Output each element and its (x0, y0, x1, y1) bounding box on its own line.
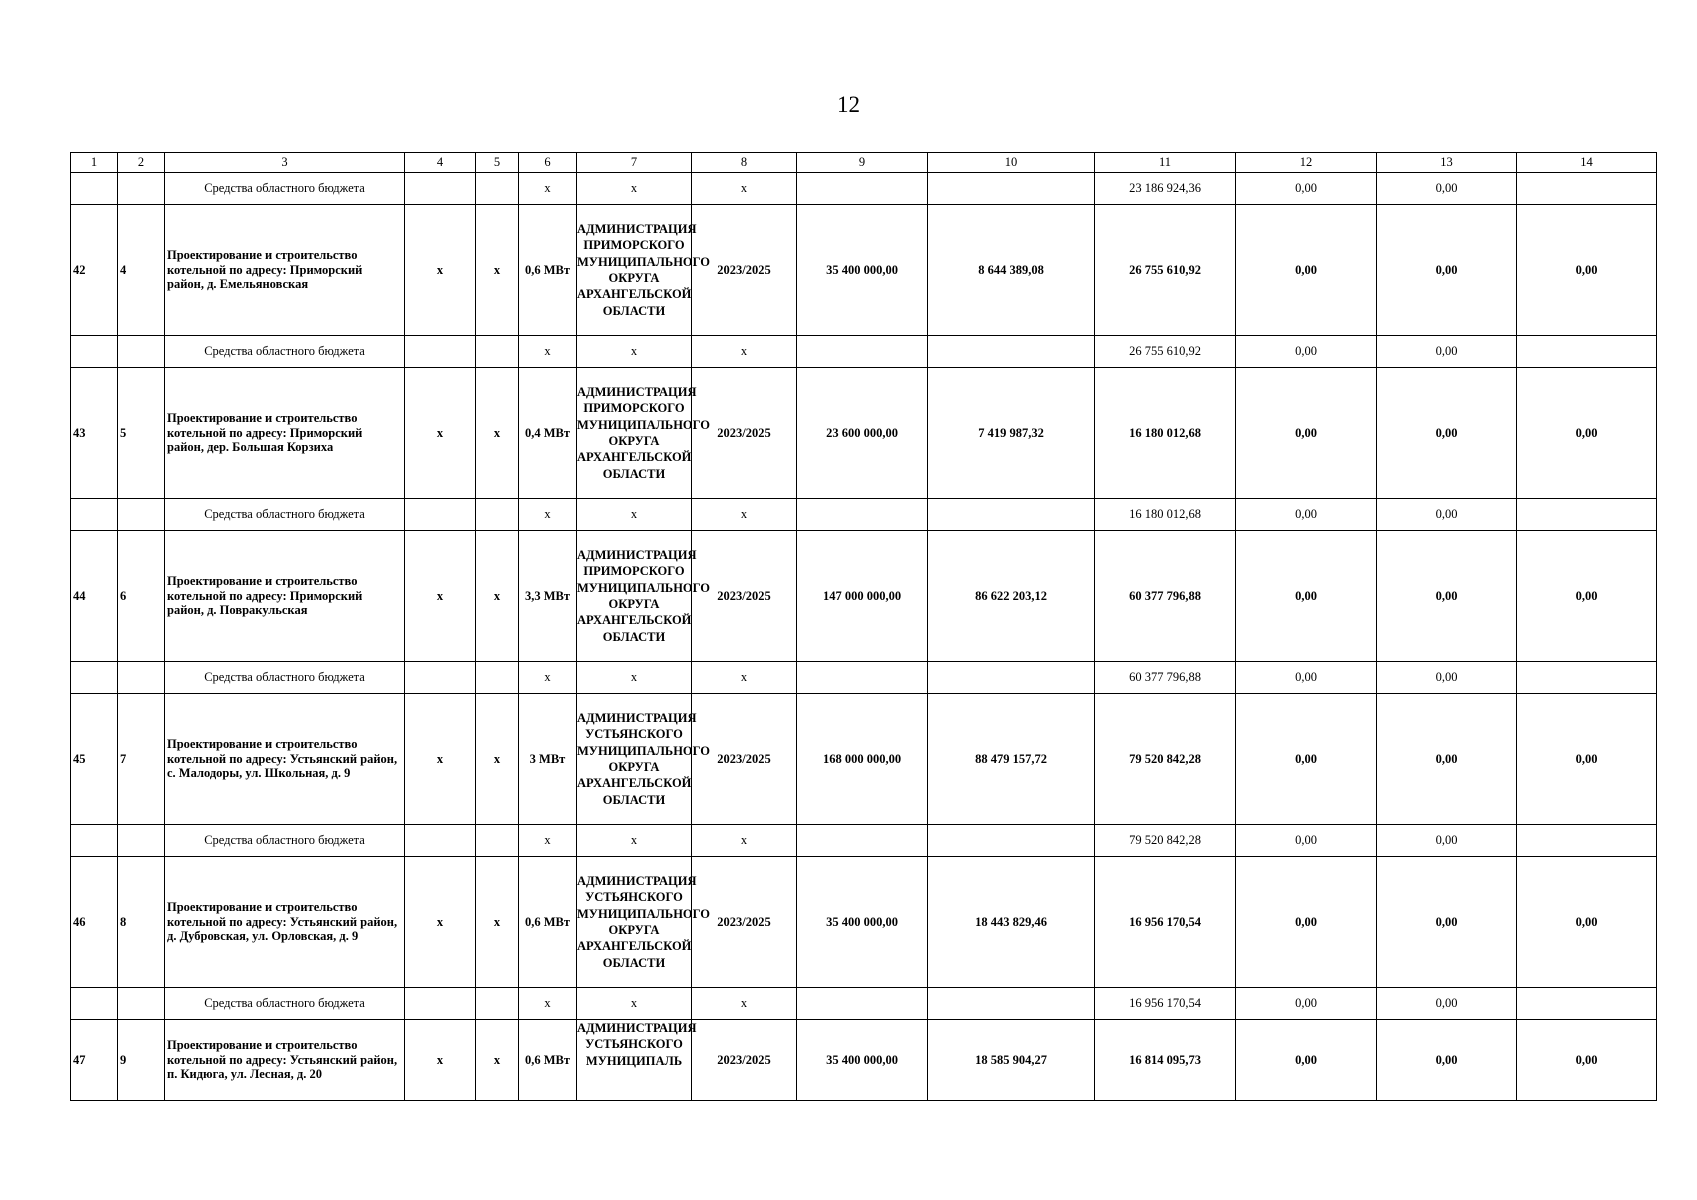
table-row-object (71, 368, 1657, 499)
table-cell: АДМИНИСТРАЦИЯ ПРИМОРСКОГО МУНИЦИПАЛЬНОГО ОКРУГА АРХАНГЕЛЬСКОЙ ОБЛАСТИ (577, 531, 692, 662)
table-cell (118, 825, 165, 857)
table-cell: 0,00 (1517, 857, 1657, 988)
table-cell (1517, 825, 1657, 857)
table-cell: 2023/2025 (692, 857, 797, 988)
table-cell: 18 443 829,46 (928, 857, 1095, 988)
table-cell (928, 825, 1095, 857)
table-cell: х (577, 662, 692, 694)
table-cell (118, 336, 165, 368)
table-cell: 0,00 (1517, 694, 1657, 825)
table-cell (405, 825, 476, 857)
table-cell: 0,00 (1377, 988, 1517, 1020)
table-cell (118, 988, 165, 1020)
table-cell: 0,00 (1236, 694, 1377, 825)
column-number-cell: 1 (71, 153, 118, 173)
table-cell (476, 988, 519, 1020)
table-cell: х (476, 694, 519, 825)
table-cell: Средства областного бюджета (165, 662, 405, 694)
table-cell: х (577, 173, 692, 205)
table-cell (797, 173, 928, 205)
table-cell: х (476, 368, 519, 499)
table-cell: АДМИНИСТРАЦИЯ ПРИМОРСКОГО МУНИЦИПАЛЬНОГО ОКРУГА АРХАНГЕЛЬСКОЙ ОБЛАСТИ (577, 368, 692, 499)
table-cell (928, 499, 1095, 531)
column-number-cell: 5 (476, 153, 519, 173)
table-row-object (71, 857, 1657, 988)
table-cell: 2023/2025 (692, 694, 797, 825)
table-cell (1517, 336, 1657, 368)
table-cell: Проектирование и строительство котельной по адресу: Приморский район, д. Повракульская (165, 531, 405, 662)
column-number-cell: 11 (1095, 153, 1236, 173)
table-cell: 60 377 796,88 (1095, 662, 1236, 694)
table-cell: 3,3 МВт (519, 531, 577, 662)
table-cell: 0,6 МВт (519, 1020, 577, 1101)
table-cell (405, 336, 476, 368)
table-cell (928, 336, 1095, 368)
table-row-funding-source (71, 988, 1657, 1020)
table-cell (928, 988, 1095, 1020)
table-cell: 0,00 (1377, 694, 1517, 825)
table-cell: х (692, 662, 797, 694)
table-cell: 2023/2025 (692, 205, 797, 336)
table-cell: х (519, 173, 577, 205)
table-cell: 0,00 (1517, 531, 1657, 662)
table-cell: Проектирование и строительство котельной по адресу: Приморский район, д. Емельяновская (165, 205, 405, 336)
table-cell: 0,00 (1377, 368, 1517, 499)
table-cell: х (577, 988, 692, 1020)
table-cell: 88 479 157,72 (928, 694, 1095, 825)
table-cell (797, 662, 928, 694)
table-row-object (71, 694, 1657, 825)
table-cell: 23 186 924,36 (1095, 173, 1236, 205)
table-cell: 0,00 (1517, 1020, 1657, 1101)
table-cell: 0,00 (1377, 531, 1517, 662)
table-cell: 0,00 (1377, 1020, 1517, 1101)
table-cell: 0,00 (1236, 499, 1377, 531)
table-cell (71, 173, 118, 205)
table-cell: х (405, 857, 476, 988)
table-cell: 43 (71, 368, 118, 499)
table-cell: х (692, 499, 797, 531)
table-cell (1517, 173, 1657, 205)
table-cell: х (405, 1020, 476, 1101)
table-cell: 0,00 (1236, 1020, 1377, 1101)
table-cell: 26 755 610,92 (1095, 336, 1236, 368)
table-cell (797, 825, 928, 857)
table-cell: х (519, 825, 577, 857)
table-cell: 16 180 012,68 (1095, 499, 1236, 531)
table-cell: 0,00 (1377, 173, 1517, 205)
table-cell (928, 173, 1095, 205)
table-cell (405, 173, 476, 205)
table-cell: Проектирование и строительство котельной по адресу: Устьянский район, д. Дубровская, ул. Орловская, д. 9 (165, 857, 405, 988)
table-cell: 0,00 (1377, 205, 1517, 336)
table-cell: 0,00 (1236, 857, 1377, 988)
table-cell: 0,00 (1377, 336, 1517, 368)
table-cell (476, 825, 519, 857)
table-cell (797, 988, 928, 1020)
table-cell: х (405, 205, 476, 336)
table-cell: х (692, 336, 797, 368)
table-cell: Средства областного бюджета (165, 499, 405, 531)
table-cell: х (577, 336, 692, 368)
column-number-cell: 3 (165, 153, 405, 173)
table-cell (405, 499, 476, 531)
column-number-cell: 10 (928, 153, 1095, 173)
table-cell: 0,00 (1236, 662, 1377, 694)
table-cell: Проектирование и строительство котельной по адресу: Устьянский район, с. Малодоры, ул. Школьная, д. 9 (165, 694, 405, 825)
table-cell: х (405, 531, 476, 662)
table-cell: х (519, 988, 577, 1020)
table-cell (405, 988, 476, 1020)
table-cell (118, 662, 165, 694)
table-cell: 2023/2025 (692, 368, 797, 499)
table-cell: 42 (71, 205, 118, 336)
table-cell: 6 (118, 531, 165, 662)
table-cell: 35 400 000,00 (797, 1020, 928, 1101)
table-row-funding-source (71, 499, 1657, 531)
column-number-cell: 13 (1377, 153, 1517, 173)
table-cell: Средства областного бюджета (165, 173, 405, 205)
table-cell (476, 662, 519, 694)
table-cell: Средства областного бюджета (165, 825, 405, 857)
table-cell: 0,00 (1377, 499, 1517, 531)
table-cell: Средства областного бюджета (165, 988, 405, 1020)
table-cell: 0,4 МВт (519, 368, 577, 499)
table-row-funding-source (71, 173, 1657, 205)
column-number-cell: 6 (519, 153, 577, 173)
column-number-cell: 14 (1517, 153, 1657, 173)
page-number: 12 (837, 92, 860, 117)
table-cell: 0,6 МВт (519, 205, 577, 336)
table-cell: х (692, 173, 797, 205)
table-cell (476, 336, 519, 368)
table-cell: АДМИНИСТРАЦИЯ ПРИМОРСКОГО МУНИЦИПАЛЬНОГО ОКРУГА АРХАНГЕЛЬСКОЙ ОБЛАСТИ (577, 205, 692, 336)
table-cell: АДМИНИСТРАЦИЯ УСТЬЯНСКОГО МУНИЦИПАЛЬНОГО ОКРУГА АРХАНГЕЛЬСКОЙ ОБЛАСТИ (577, 694, 692, 825)
table-cell: Проектирование и строительство котельной по адресу: Устьянский район, п. Кидюга, ул. Лесная, д. 20 (165, 1020, 405, 1101)
table-row-funding-source (71, 662, 1657, 694)
table-cell: 44 (71, 531, 118, 662)
column-number-cell: 7 (577, 153, 692, 173)
table-cell: 35 400 000,00 (797, 205, 928, 336)
table-cell (1517, 662, 1657, 694)
table-cell: х (476, 531, 519, 662)
table-cell (797, 336, 928, 368)
table-cell (118, 173, 165, 205)
column-number-cell: 9 (797, 153, 928, 173)
table-cell: х (692, 988, 797, 1020)
table-cell: 147 000 000,00 (797, 531, 928, 662)
table-cell: х (692, 825, 797, 857)
table-cell: 46 (71, 857, 118, 988)
table-cell (1517, 499, 1657, 531)
table-cell: 0,00 (1377, 857, 1517, 988)
table-cell: 0,00 (1236, 825, 1377, 857)
table-cell: Средства областного бюджета (165, 336, 405, 368)
table-cell (928, 662, 1095, 694)
table-cell: х (405, 694, 476, 825)
table-cell: 16 956 170,54 (1095, 857, 1236, 988)
table-cell: 16 180 012,68 (1095, 368, 1236, 499)
table-cell: 16 956 170,54 (1095, 988, 1236, 1020)
table-cell (476, 173, 519, 205)
table-cell: 8 (118, 857, 165, 988)
column-number-cell: 12 (1236, 153, 1377, 173)
table-cell: Проектирование и строительство котельной по адресу: Приморский район, дер. Большая Корзиха (165, 368, 405, 499)
table-cell: 45 (71, 694, 118, 825)
table-cell (797, 499, 928, 531)
column-number-row (71, 153, 1657, 173)
table-cell: 0,00 (1236, 205, 1377, 336)
table-cell: 35 400 000,00 (797, 857, 928, 988)
table-cell: х (577, 825, 692, 857)
table-row-funding-source (71, 825, 1657, 857)
table-row-funding-source (71, 336, 1657, 368)
table-cell (1517, 988, 1657, 1020)
table-cell: х (519, 662, 577, 694)
table-cell: 0,00 (1377, 662, 1517, 694)
table-cell: 26 755 610,92 (1095, 205, 1236, 336)
table-cell: 0,6 МВт (519, 857, 577, 988)
table-cell: 7 419 987,32 (928, 368, 1095, 499)
table-cell: 0,00 (1236, 988, 1377, 1020)
table-cell: х (577, 499, 692, 531)
table-cell: 79 520 842,28 (1095, 694, 1236, 825)
table-cell (71, 662, 118, 694)
table-row-object (71, 205, 1657, 336)
table-cell: 47 (71, 1020, 118, 1101)
table-cell: 4 (118, 205, 165, 336)
budget-table (70, 152, 1657, 1101)
table-cell: 0,00 (1377, 825, 1517, 857)
table-cell: АДМИНИСТРАЦИЯ УСТЬЯНСКОГО МУНИЦИПАЛЬНОГО ОКРУГА АРХАНГЕЛЬСКОЙ ОБЛАСТИ (577, 857, 692, 988)
table-cell: 79 520 842,28 (1095, 825, 1236, 857)
table-cell (71, 825, 118, 857)
table-row-object (71, 1020, 1657, 1101)
table-cell (71, 336, 118, 368)
table-cell (476, 499, 519, 531)
table-cell: 9 (118, 1020, 165, 1101)
table-cell: х (476, 857, 519, 988)
table-cell: 0,00 (1236, 368, 1377, 499)
table-cell: 5 (118, 368, 165, 499)
table-cell: 0,00 (1517, 368, 1657, 499)
table-cell: х (519, 499, 577, 531)
table-cell: 2023/2025 (692, 1020, 797, 1101)
table-cell: АДМИНИСТРАЦИЯ УСТЬЯНСКОГО МУНИЦИПАЛЬ (577, 1020, 692, 1101)
table-cell (118, 499, 165, 531)
table-cell: 23 600 000,00 (797, 368, 928, 499)
table-body (71, 153, 1657, 1101)
table-cell: 7 (118, 694, 165, 825)
table-cell: х (476, 205, 519, 336)
table-cell: 60 377 796,88 (1095, 531, 1236, 662)
table-cell: 0,00 (1236, 531, 1377, 662)
table-cell: х (476, 1020, 519, 1101)
table-row-object (71, 531, 1657, 662)
table-cell: 18 585 904,27 (928, 1020, 1095, 1101)
table-cell: 3 МВт (519, 694, 577, 825)
table-cell: 86 622 203,12 (928, 531, 1095, 662)
column-number-cell: 4 (405, 153, 476, 173)
table-cell: 8 644 389,08 (928, 205, 1095, 336)
table-cell (71, 988, 118, 1020)
table-cell: 2023/2025 (692, 531, 797, 662)
column-number-cell: 2 (118, 153, 165, 173)
table-cell (71, 499, 118, 531)
table-cell: 0,00 (1236, 173, 1377, 205)
table-cell (405, 662, 476, 694)
table-cell: х (519, 336, 577, 368)
table-cell: х (405, 368, 476, 499)
table-cell: 0,00 (1236, 336, 1377, 368)
table-cell: 0,00 (1517, 205, 1657, 336)
table-cell: 16 814 095,73 (1095, 1020, 1236, 1101)
column-number-cell: 8 (692, 153, 797, 173)
table-cell: 168 000 000,00 (797, 694, 928, 825)
